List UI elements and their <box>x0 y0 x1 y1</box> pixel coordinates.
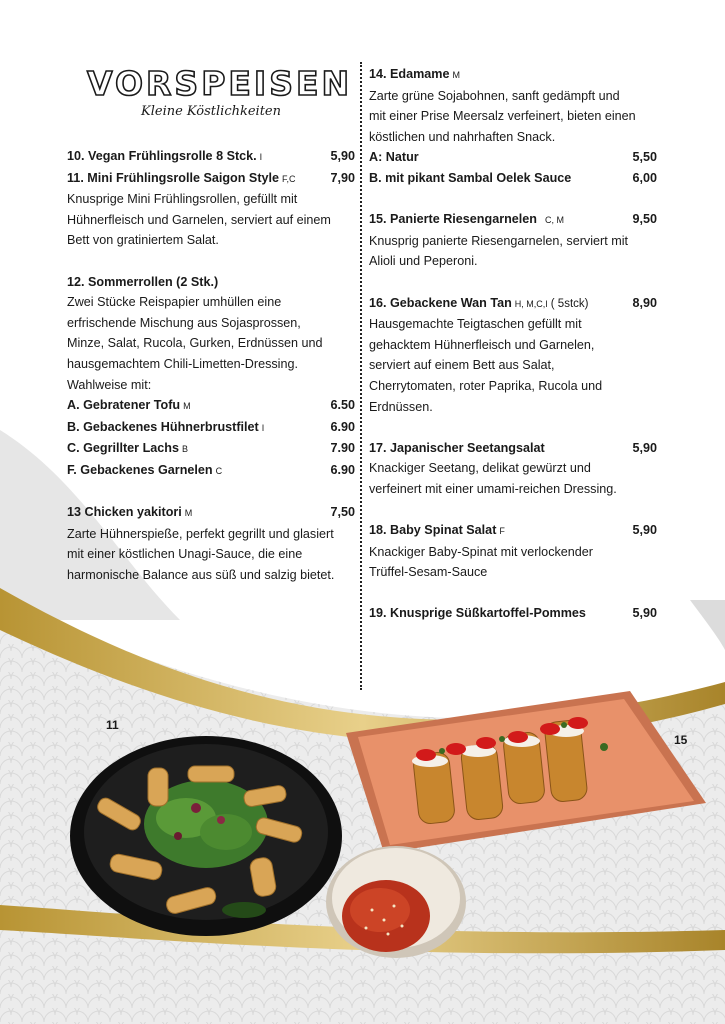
item-name: 19. Knusprige Süßkartoffel-Pommes <box>369 606 586 621</box>
menu-item-13 <box>67 502 355 524</box>
menu-item-14 <box>369 64 657 86</box>
item-name: 14. Edamame <box>369 67 450 81</box>
item-price: 5,90 <box>632 606 657 621</box>
item-17-description: Knackiger Seetang, delikat gewürzt und verfeinert mit einer umami-reichen Dressing. <box>369 461 617 496</box>
item-price: 5,90 <box>632 523 657 538</box>
item-allergens: F <box>499 526 505 537</box>
menu-item-15 <box>369 209 657 231</box>
item-price: 7,90 <box>330 170 355 185</box>
item-allergens: M <box>184 508 193 519</box>
item-name: 13 Chicken yakitori <box>67 505 182 520</box>
menu-item-11 <box>67 168 355 190</box>
photo-label-right: 15 <box>674 733 688 747</box>
item-allergens: I <box>259 152 263 162</box>
item-price: 8,90 <box>632 295 657 310</box>
sauce-bowl-photo <box>322 840 470 962</box>
item-extra: ( 5stck) <box>550 297 589 310</box>
spring-rolls-plate-photo <box>66 728 346 940</box>
menu-title-block <box>87 64 353 119</box>
item-price: 5,90 <box>330 149 355 163</box>
menu-item-16 <box>369 293 657 315</box>
item-11-description: Knusprige Mini Frühlingsrollen, gefüllt mit Hühnerfleisch und Garnelen, serviert auf einem Bett von gratiniertem Salat. <box>67 192 331 248</box>
item-14-option-b: B. mit pikant Sambal Oelek Sauce 6,00 <box>369 170 657 185</box>
item-13-description: Zarte Hühnerspieße, perfekt gegrillt und glasiert mit einer köstlichen Unagi-Sauce, die eine harmonische Balance aus süß und salzig bietet. <box>67 526 335 582</box>
column-divider <box>360 62 362 690</box>
item-12-option-b: B. Gebackenes Hühnerbrustfilet I 6.90 <box>67 419 355 434</box>
item-name: 10. Vegan Frühlingsrolle 8 Stck. <box>67 149 257 163</box>
item-12-option-a: A. Gebratener Tofu M 6.50 <box>67 398 355 413</box>
item-name: 17. Japanischer Seetangsalat <box>369 440 545 455</box>
item-name: 11. Mini Frühlingsrolle Saigon Style <box>67 170 280 185</box>
menu-item-17 <box>369 438 657 459</box>
item-price: 5,90 <box>632 440 657 455</box>
shrimp-plate-photo <box>338 685 714 857</box>
item-price: 7,50 <box>330 505 355 520</box>
item-name: 15. Panierte Riesengarnelen <box>369 212 537 227</box>
item-12-description: Zwei Stücke Reispapier umhüllen eine erfrischende Mischung aus Sojasprossen, Minze, Salat, Rucola, Gurken, Erdnüssen und hausgemachtem Chili-Limetten-Dressing. Wahlweise mit: <box>67 295 323 392</box>
item-16-description: Hausgemachte Teigtaschen gefüllt mit gehacktem Hühnerfleisch und Garnelen, serviert auf einem Bett aus Salat, Cherrytomaten, roter Paprika, Rucola und Erdnüssen. <box>369 317 603 414</box>
page-subtitle: Kleine Köstlichkeiten <box>141 104 281 119</box>
page-title: VORSPEISEN <box>87 64 353 103</box>
item-name: 18. Baby Spinat Salat <box>369 523 497 538</box>
menu-item-10 <box>67 146 355 168</box>
item-allergens: C, M <box>545 215 564 226</box>
menu-item-12 <box>67 272 355 293</box>
item-name: 16. Gebackene Wan Tan <box>369 295 512 310</box>
photo-label-left: 11 <box>106 718 119 732</box>
item-name: 12. Sommerrollen (2 Stk.) <box>67 274 219 289</box>
item-allergens: H, M,C,I <box>514 298 548 309</box>
item-12-option-f: F. Gebackenes Garnelen C 6.90 <box>67 462 355 477</box>
item-price: 9,50 <box>632 212 657 227</box>
item-15-description: Knusprig panierte Riesengarnelen, serviert mit Alioli und Peperoni. <box>369 233 629 269</box>
right-menu-column <box>369 64 657 624</box>
item-allergens: F,C <box>282 173 296 184</box>
item-14-description: Zarte grüne Sojabohnen, sanft gedämpft und mit einer Prise Meersalz verfeinert, bieten einen köstlichen und nahrhaften Snack. <box>369 88 636 144</box>
menu-item-18 <box>369 520 657 542</box>
item-12-option-c: C. Gegrillter Lachs B 7.90 <box>67 441 355 456</box>
left-menu-column <box>67 146 355 585</box>
menu-item-19 <box>369 603 657 624</box>
item-allergens: M <box>452 70 461 80</box>
item-18-description: Knackiger Baby-Spinat mit verlockender Trüffel-Sesam-Sauce <box>369 544 593 580</box>
item-14-option-a: A: Natur 5,50 <box>369 150 657 165</box>
